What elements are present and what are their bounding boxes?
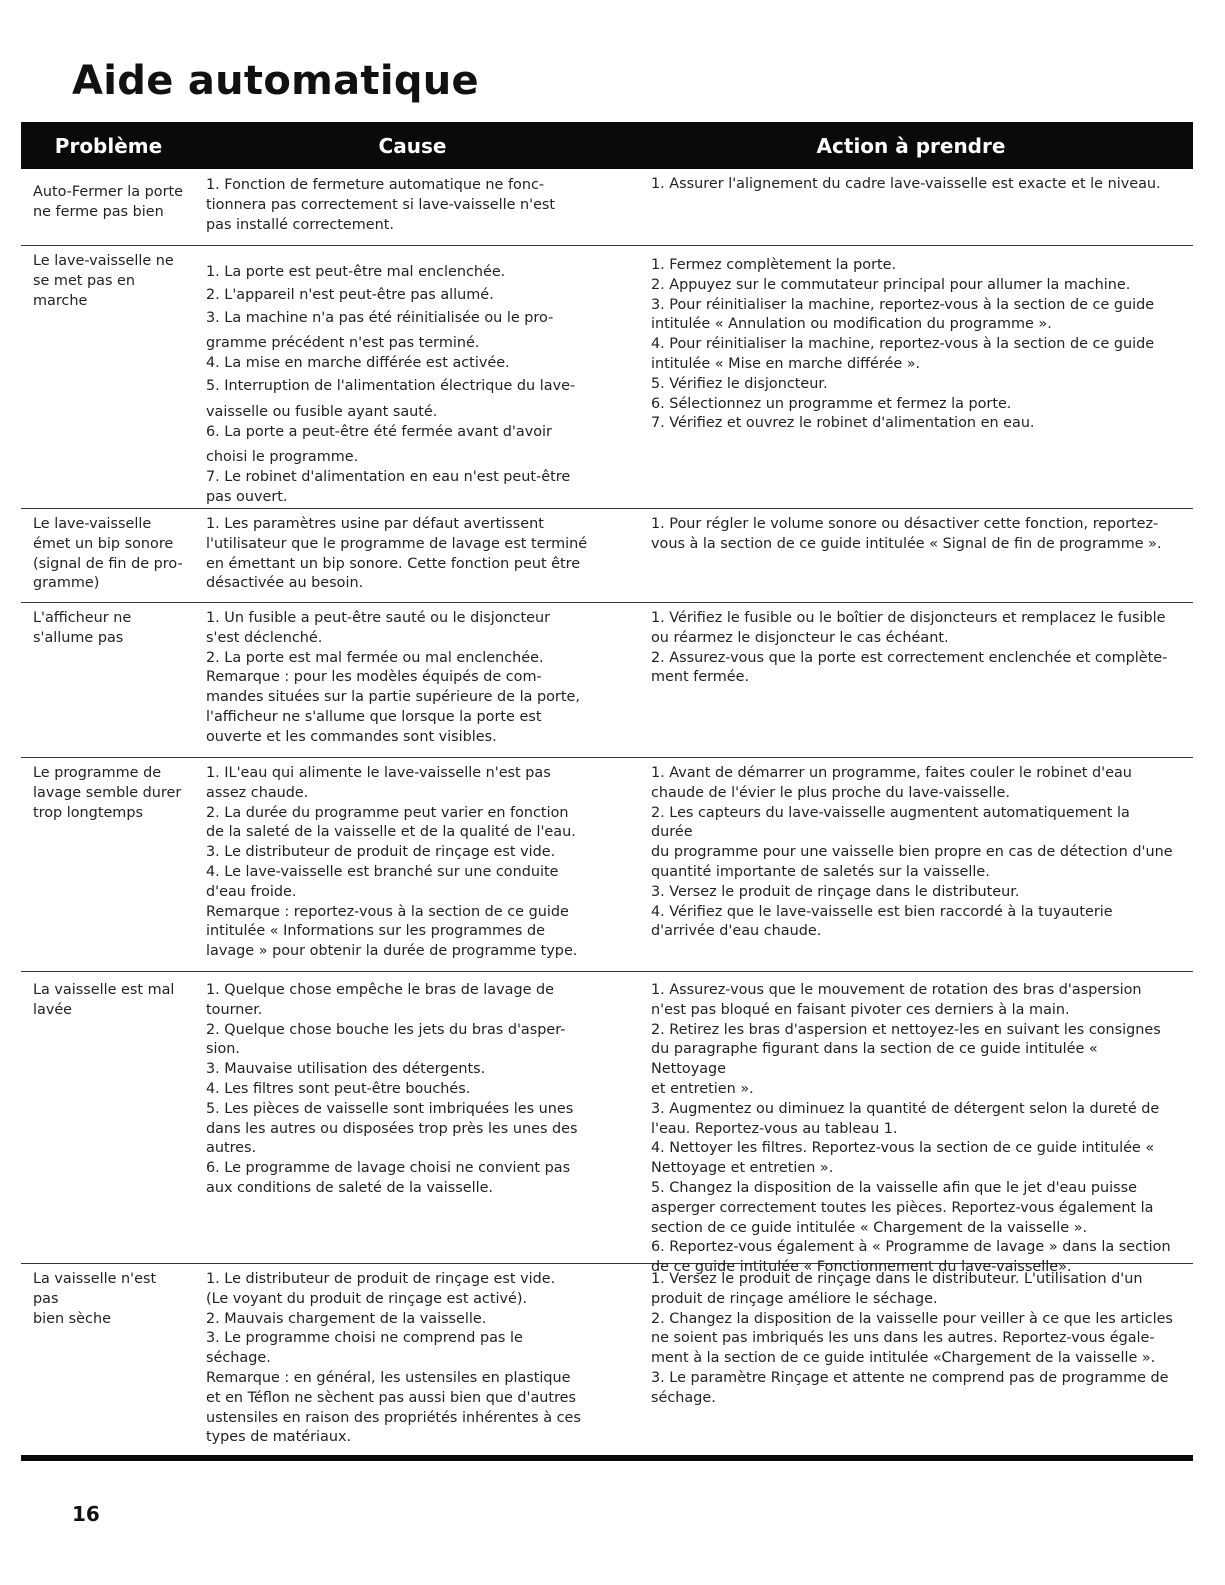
- cause-line: pas ouvert.: [206, 488, 288, 505]
- action-line: 5. Changez la disposition de la vaisselle afin que le jet d'eau puisse: [651, 1179, 1138, 1196]
- cause-line: 4. Les filtres sont peut-être bouchés.: [206, 1080, 471, 1097]
- action-line: ment fermée.: [651, 669, 750, 686]
- table-row: [21, 246, 1193, 509]
- action-line: 6. Sélectionnez un programme et fermez la porte.: [651, 395, 1012, 412]
- problem-line: lavage semble durer: [33, 784, 182, 801]
- cause-line: 3. La machine n'a pas été réinitialisée ou le pro-: [206, 309, 554, 326]
- cause-line: ustensiles en raison des propriétés inhérentes à ces: [206, 1409, 581, 1426]
- cause-line: 3. Le distributeur de produit de rinçage est vide.: [206, 844, 556, 861]
- table-header: [21, 122, 1193, 169]
- action-line: l'eau. Reportez-vous au tableau 1.: [651, 1120, 898, 1137]
- cause-cell: [196, 246, 629, 508]
- action-cell: [629, 169, 1193, 245]
- action-line: 2. Retirez les bras d'aspersion et nettoyez-les en suivant les consignes: [651, 1021, 1161, 1038]
- cause-line: en émettant un bip sonore. Cette fonction peut être: [206, 555, 581, 572]
- problem-cell: [21, 603, 196, 757]
- cause-line: 5. Les pièces de vaisselle sont imbriquées les unes: [206, 1100, 574, 1117]
- cause-line: 7. Le robinet d'alimentation en eau n'est peut-être: [206, 469, 571, 486]
- cause-line: Remarque : pour les modèles équipés de com-: [206, 669, 542, 686]
- table-body: [21, 169, 1193, 1456]
- cause-line: intitulée « Informations sur les programmes de: [206, 923, 545, 940]
- cause-line: lavage » pour obtenir la durée de programme type.: [206, 943, 578, 960]
- cause-line: 2. La durée du programme peut varier en fonction: [206, 804, 569, 821]
- cause-cell: [196, 758, 629, 971]
- cause-line: 2. Quelque chose bouche les jets du bras d'asper-: [206, 1021, 566, 1038]
- action-line: de ce guide intitulée « Fonctionnement du lave-vaisselle».: [651, 1259, 1072, 1276]
- action-line: 4. Vérifiez que le lave-vaisselle est bien raccordé à la tuyauterie: [651, 903, 1113, 920]
- cause-line: 1. Les paramètres usine par défaut avertissent: [206, 516, 544, 532]
- problem-line: lavée: [33, 1001, 73, 1018]
- action-line: ou réarmez le disjoncteur le cas échéant.: [651, 629, 949, 646]
- cause-line: 2. La porte est mal fermée ou mal enclenchée.: [206, 649, 544, 666]
- action-line: Nettoyage et entretien ».: [651, 1160, 834, 1177]
- cause-line: dans les autres ou disposées trop près les unes des: [206, 1120, 578, 1137]
- troubleshooting-table: [21, 122, 1193, 1456]
- action-line: 3. Versez le produit de rinçage dans le distributeur.: [651, 883, 1020, 900]
- cause-line: d'eau froide.: [206, 883, 297, 900]
- action-line: 4. Pour réinitialiser la machine, reportez-vous à la section de ce guide: [651, 336, 1155, 353]
- page-title: Aide automatique: [72, 58, 479, 104]
- cause-line: 2. L'appareil n'est peut-être pas allumé.: [206, 286, 494, 303]
- cause-line: Remarque : reportez-vous à la section de ce guide: [206, 903, 569, 920]
- cause-line: 1. Fonction de fermeture automatique ne fonc-: [206, 177, 545, 193]
- cause-cell: [196, 603, 629, 757]
- action-line: 7. Vérifiez et ouvrez le robinet d'alimentation en eau.: [651, 415, 1035, 432]
- table-row: [21, 1264, 1193, 1456]
- cause-line: assez chaude.: [206, 784, 309, 801]
- cause-line: choisi le programme.: [206, 449, 359, 466]
- table-row: [21, 758, 1193, 972]
- action-line: produit de rinçage améliore le séchage.: [651, 1290, 938, 1307]
- action-line: 1. Assurer l'alignement du cadre lave-vaisselle est exacte et le niveau.: [651, 176, 1161, 192]
- cause-line: 3. Le programme choisi ne comprend pas le: [206, 1330, 523, 1347]
- action-line: du paragraphe figurant dans la section de ce guide intitulée « Nettoyage: [651, 1041, 1103, 1078]
- problem-line: s'allume pas: [33, 629, 124, 646]
- action-line: 3. Le paramètre Rinçage et attente ne comprend pas de programme de: [651, 1369, 1169, 1386]
- cause-line: l'utilisateur que le programme de lavage est terminé: [206, 535, 588, 552]
- problem-line: ne ferme pas bien: [33, 203, 164, 220]
- problem-cell: [21, 169, 196, 245]
- cause-line: l'afficheur ne s'allume que lorsque la porte est: [206, 708, 542, 725]
- action-line: chaude de l'évier le plus proche du lave-vaisselle.: [651, 784, 1010, 801]
- problem-line: L'afficheur ne: [33, 610, 132, 626]
- problem-line: marche: [33, 292, 88, 309]
- cause-line: 5. Interruption de l'alimentation électrique du lave-: [206, 377, 576, 394]
- cause-line: tourner.: [206, 1001, 263, 1018]
- problem-line: Le programme de: [33, 765, 162, 781]
- cause-line: 4. Le lave-vaisselle est branché sur une conduite: [206, 863, 559, 880]
- cause-line: autres.: [206, 1140, 257, 1157]
- cause-line: sion.: [206, 1041, 240, 1058]
- action-line: d'arrivée d'eau chaude.: [651, 923, 822, 940]
- action-cell: [629, 603, 1193, 757]
- cause-cell: [196, 1264, 629, 1455]
- action-line: 2. Les capteurs du lave-vaisselle augmentent automatiquement la durée: [651, 804, 1135, 841]
- action-cell: [629, 246, 1193, 508]
- cause-line: et en Téflon ne sèchent pas aussi bien que d'autres: [206, 1389, 577, 1406]
- action-line: 1. Fermez complètement la porte.: [651, 257, 897, 273]
- action-line: 4. Nettoyer les filtres. Reportez-vous la section de ce guide intitulée «: [651, 1140, 1155, 1157]
- action-line: 1. Avant de démarrer un programme, faites couler le robinet d'eau: [651, 765, 1132, 781]
- action-cell: [629, 509, 1193, 602]
- problem-cell: [21, 972, 196, 1263]
- cause-line: 1. IL'eau qui alimente le lave-vaisselle n'est pas: [206, 765, 551, 781]
- cause-line: pas installé correctement.: [206, 216, 394, 233]
- header-problem: Problème: [54, 133, 163, 158]
- action-line: 2. Assurez-vous que la porte est correctement enclenchée et complète-: [651, 649, 1168, 666]
- cause-line: types de matériaux.: [206, 1429, 352, 1446]
- problem-line: Le lave-vaisselle: [33, 516, 152, 532]
- problem-line: trop longtemps: [33, 804, 143, 821]
- action-cell: [629, 1264, 1193, 1455]
- problem-cell: [21, 1264, 196, 1455]
- cause-line: 1. La porte est peut-être mal enclenchée.: [206, 264, 506, 280]
- problem-cell: [21, 758, 196, 971]
- cause-line: 4. La mise en marche différée est activée.: [206, 355, 510, 372]
- action-line: intitulée « Annulation ou modification du programme ».: [651, 316, 1052, 333]
- action-line: séchage.: [651, 1389, 716, 1406]
- table-row: [21, 169, 1193, 246]
- cause-line: 1. Quelque chose empêche le bras de lavage de: [206, 982, 555, 998]
- cause-line: mandes situées sur la partie supérieure de la porte,: [206, 689, 580, 706]
- cause-line: ouverte et les commandes sont visibles.: [206, 728, 497, 745]
- page-number: 16: [72, 1502, 100, 1526]
- problem-line: bien sèche: [33, 1310, 111, 1327]
- cause-cell: [196, 972, 629, 1263]
- cause-line: 3. Mauvaise utilisation des détergents.: [206, 1061, 486, 1078]
- cause-line: gramme précédent n'est pas terminé.: [206, 335, 480, 352]
- table-row: [21, 509, 1193, 603]
- action-line: 3. Pour réinitialiser la machine, reportez-vous à la section de ce guide: [651, 296, 1155, 313]
- problem-line: se met pas en: [33, 272, 136, 289]
- problem-line: La vaisselle n'est pas: [33, 1271, 161, 1307]
- cause-line: désactivée au besoin.: [206, 575, 364, 592]
- action-line: du programme pour une vaisselle bien propre en cas de détection d'une: [651, 844, 1173, 861]
- cause-line: 1. Un fusible a peut-être sauté ou le disjoncteur: [206, 610, 551, 626]
- action-line: ment à la section de ce guide intitulée «Chargement de la vaisselle ».: [651, 1350, 1156, 1367]
- cause-cell: [196, 169, 629, 245]
- cause-line: vaisselle ou fusible ayant sauté.: [206, 403, 438, 420]
- table-row: [21, 603, 1193, 758]
- cause-line: 6. La porte a peut-être été fermée avant d'avoir: [206, 423, 552, 440]
- problem-line: (signal de fin de pro-: [33, 555, 183, 572]
- cause-line: 1. Le distributeur de produit de rinçage est vide.: [206, 1271, 556, 1287]
- cause-line: aux conditions de saleté de la vaisselle.: [206, 1179, 493, 1196]
- action-line: asperger correctement toutes les pièces. Reportez-vous également la: [651, 1199, 1154, 1216]
- table-row: [21, 972, 1193, 1276]
- problem-line: Auto-Fermer la porte: [33, 184, 183, 200]
- action-line: section de ce guide intitulée « Chargement de la vaisselle ».: [651, 1219, 1088, 1236]
- cause-cell: [196, 509, 629, 602]
- action-line: 1. Vérifiez le fusible ou le boîtier de disjoncteurs et remplacez le fusible: [651, 610, 1166, 626]
- cause-line: (Le voyant du produit de rinçage est activé).: [206, 1290, 528, 1307]
- cause-line: Remarque : en général, les ustensiles en plastique: [206, 1369, 571, 1386]
- problem-line: gramme): [33, 575, 100, 592]
- action-line: ne soient pas imbriqués les uns dans les autres. Reportez-vous égale-: [651, 1330, 1155, 1347]
- action-line: 6. Reportez-vous également à « Programme de lavage » dans la section: [651, 1239, 1171, 1256]
- action-line: quantité importante de saletés sur la vaisselle.: [651, 863, 990, 880]
- header-action: Action à prendre: [816, 133, 1006, 158]
- action-line: vous à la section de ce guide intitulée « Signal de fin de programme ».: [651, 535, 1162, 552]
- cause-line: tionnera pas correctement si lave-vaisselle n'est: [206, 196, 556, 213]
- action-cell: [629, 758, 1193, 971]
- action-line: 1. Versez le produit de rinçage dans le distributeur. L'utilisation d'un: [651, 1271, 1143, 1287]
- action-line: 3. Augmentez ou diminuez la quantité de détergent selon la dureté de: [651, 1100, 1160, 1117]
- action-line: n'est pas bloqué en faisant pivoter ces derniers à la main.: [651, 1001, 1070, 1018]
- action-line: et entretien ».: [651, 1080, 754, 1097]
- problem-line: Le lave-vaisselle ne: [33, 253, 174, 269]
- cause-line: 6. Le programme de lavage choisi ne convient pas: [206, 1160, 571, 1177]
- problem-line: émet un bip sonore: [33, 535, 174, 552]
- action-line: 2. Appuyez sur le commutateur principal pour allumer la machine.: [651, 276, 1131, 293]
- cause-line: 2. Mauvais chargement de la vaisselle.: [206, 1310, 487, 1327]
- action-cell: [629, 972, 1193, 1276]
- action-line: 5. Vérifiez le disjoncteur.: [651, 375, 828, 392]
- cause-line: s'est déclenché.: [206, 629, 323, 646]
- problem-cell: [21, 246, 196, 508]
- header-cause: Cause: [378, 133, 447, 158]
- problem-line: La vaisselle est mal: [33, 982, 175, 998]
- cause-line: de la saleté de la vaisselle et de la qualité de l'eau.: [206, 824, 576, 841]
- cause-line: séchage.: [206, 1350, 271, 1367]
- action-line: 1. Pour régler le volume sonore ou désactiver cette fonction, reportez-: [651, 516, 1159, 532]
- action-line: intitulée « Mise en marche différée ».: [651, 355, 921, 372]
- action-line: 2. Changez la disposition de la vaisselle pour veiller à ce que les articles: [651, 1310, 1173, 1327]
- bottom-rule: [21, 1455, 1193, 1461]
- problem-cell: [21, 509, 196, 602]
- action-line: 1. Assurez-vous que le mouvement de rotation des bras d'aspersion: [651, 982, 1142, 998]
